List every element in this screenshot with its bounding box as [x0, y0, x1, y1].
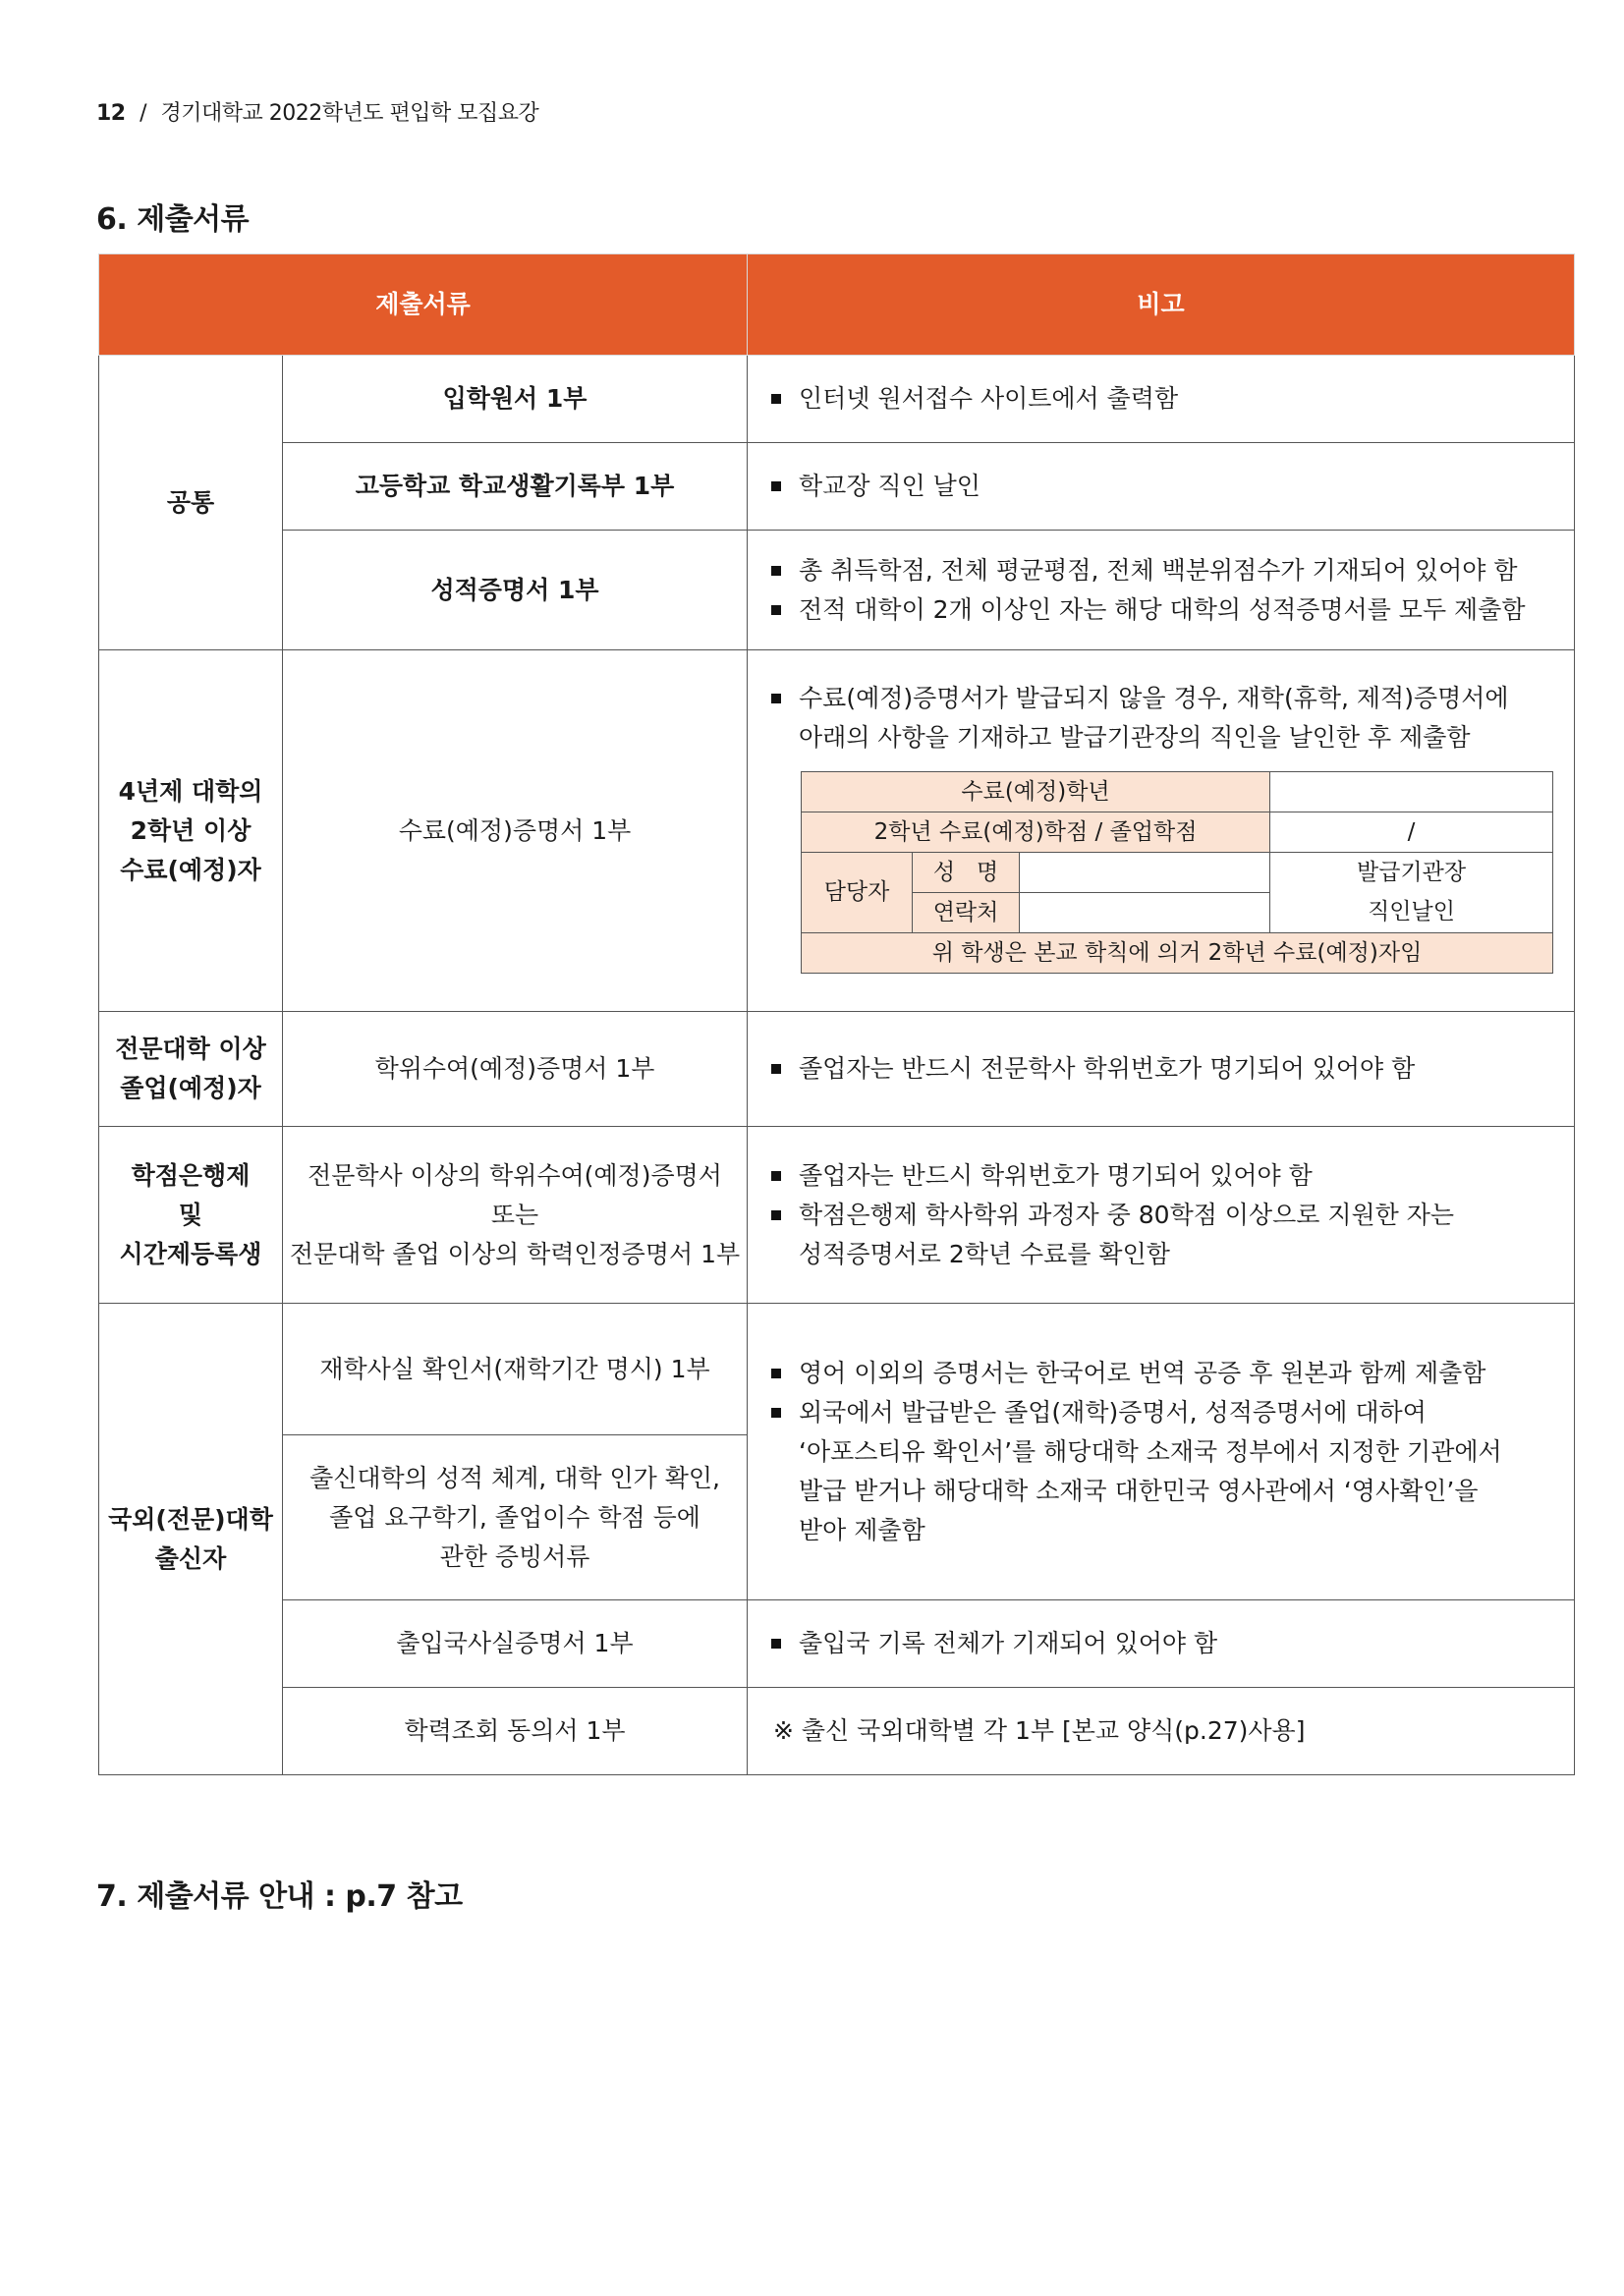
table-row [99, 1600, 1575, 1688]
doc-application: 입학원서 1부 [283, 356, 748, 443]
form-phone-value [1020, 892, 1270, 932]
note-bullet: 졸업자는 반드시 학위번호가 명기되어 있어야 함 [769, 1156, 1560, 1196]
table-row [99, 443, 1575, 531]
doc-immigration-record: 출입국사실증명서 1부 [283, 1600, 748, 1688]
form-credit-label: 2학년 수료(예정)학점 / 졸업학점 [802, 812, 1270, 852]
category-credit-bank: 학점은행제 및 시간제등록생 [99, 1127, 283, 1304]
doc-school-record: 고등학교 학교생활기록부 1부 [283, 443, 748, 531]
doc-enrollment-confirmation: 재학사실 확인서(재학기간 명시) 1부 [283, 1304, 748, 1435]
note-bullet: 학점은행제 학사학위 과정자 중 80학점 이상으로 지원한 자는 성적증명서로 2학년 수료를 확인함 [769, 1196, 1560, 1274]
doc-verification-consent: 학력조회 동의서 1부 [283, 1688, 748, 1775]
note-bullet: 외국에서 발급받은 졸업(재학)증명서, 성적증명서에 대하여 ‘아포스티유 확인서’를 해당대학 소재국 정부에서 지정한 기관에서 발급 받거나 해당대학 소재국 대한민국 영사관에서 ‘영사확인’을 받아 제출함 [769, 1393, 1560, 1550]
note-bullet: 총 취득학점, 전체 평균평점, 전체 백분위점수가 기재되어 있어야 함 [769, 551, 1560, 590]
header-separator: / [140, 101, 147, 126]
category-foreign: 국외(전문)대학 출신자 [99, 1304, 283, 1775]
table-row [99, 1012, 1575, 1127]
form-seal: 발급기관장 직인날인 [1270, 852, 1553, 932]
section-7-title: 7. 제출서류 안내 : p.7 참고 [96, 1879, 463, 1914]
page-header [96, 96, 538, 127]
table-row [99, 356, 1575, 443]
document-title: 경기대학교 2022학년도 편입학 모집요강 [160, 101, 539, 126]
completion-form-table [801, 771, 1553, 974]
form-footer: 위 학생은 본교 학칙에 의거 2학년 수료(예정)자임 [802, 932, 1553, 973]
form-grade-label: 수료(예정)학년 [802, 771, 1270, 812]
table-header-row [99, 254, 1575, 356]
header-remarks: 비고 [748, 254, 1575, 356]
header-documents: 제출서류 [99, 254, 748, 356]
table-row [99, 650, 1575, 1012]
table-row [99, 531, 1575, 650]
form-credit-value: / [1270, 812, 1553, 852]
note-bullet: 영어 이외의 증명서는 한국어로 번역 공증 후 원본과 함께 제출함 [769, 1354, 1560, 1393]
form-name-value [1020, 852, 1270, 892]
note-bullet: 전적 대학이 2개 이상인 자는 해당 대학의 성적증명서를 모두 제출함 [769, 590, 1560, 630]
section-6-title: 6. 제출서류 [96, 202, 250, 237]
category-common: 공통 [99, 356, 283, 650]
doc-transcript: 성적증명서 1부 [283, 531, 748, 650]
table-row [99, 1688, 1575, 1775]
page-number: 12 [96, 101, 126, 126]
doc-completion-certificate: 수료(예정)증명서 1부 [283, 650, 748, 1012]
note-bullet: 인터넷 원서접수 사이트에서 출력함 [769, 379, 1560, 419]
table-row [99, 1127, 1575, 1304]
doc-university-evidence: 출신대학의 성적 체계, 대학 인가 확인, 졸업 요구학기, 졸업이수 학점 등에 관한 증빙서류 [283, 1435, 748, 1600]
form-contact-label: 담당자 [802, 852, 913, 932]
doc-degree-certificate: 학위수여(예정)증명서 1부 [283, 1012, 748, 1127]
form-grade-value [1270, 771, 1553, 812]
note-bullet: 출입국 기록 전체가 기재되어 있어야 함 [769, 1624, 1560, 1663]
table-row [99, 1304, 1575, 1435]
doc-credit-bank: 전문학사 이상의 학위수여(예정)증명서 또는 전문대학 졸업 이상의 학력인정증명서 1부 [283, 1127, 748, 1304]
note-bullet: 졸업자는 반드시 전문학사 학위번호가 명기되어 있어야 함 [769, 1049, 1560, 1089]
note-reference: ※ 출신 국외대학별 각 1부 [본교 양식(p.27)사용] [773, 1716, 1306, 1745]
form-name-label: 성 명 [913, 852, 1020, 892]
note-bullet: 학교장 직인 날인 [769, 467, 1560, 506]
documents-table [98, 253, 1575, 1775]
category-college: 전문대학 이상 졸업(예정)자 [99, 1012, 283, 1127]
category-four-year: 4년제 대학의 2학년 이상 수료(예정)자 [99, 650, 283, 1012]
form-phone-label: 연락처 [913, 892, 1020, 932]
note-bullet: 수료(예정)증명서가 발급되지 않을 경우, 재학(휴학, 제적)증명서에 아래의 사항을 기재하고 발급기관장의 직인을 날인한 후 제출함 [769, 679, 1560, 757]
